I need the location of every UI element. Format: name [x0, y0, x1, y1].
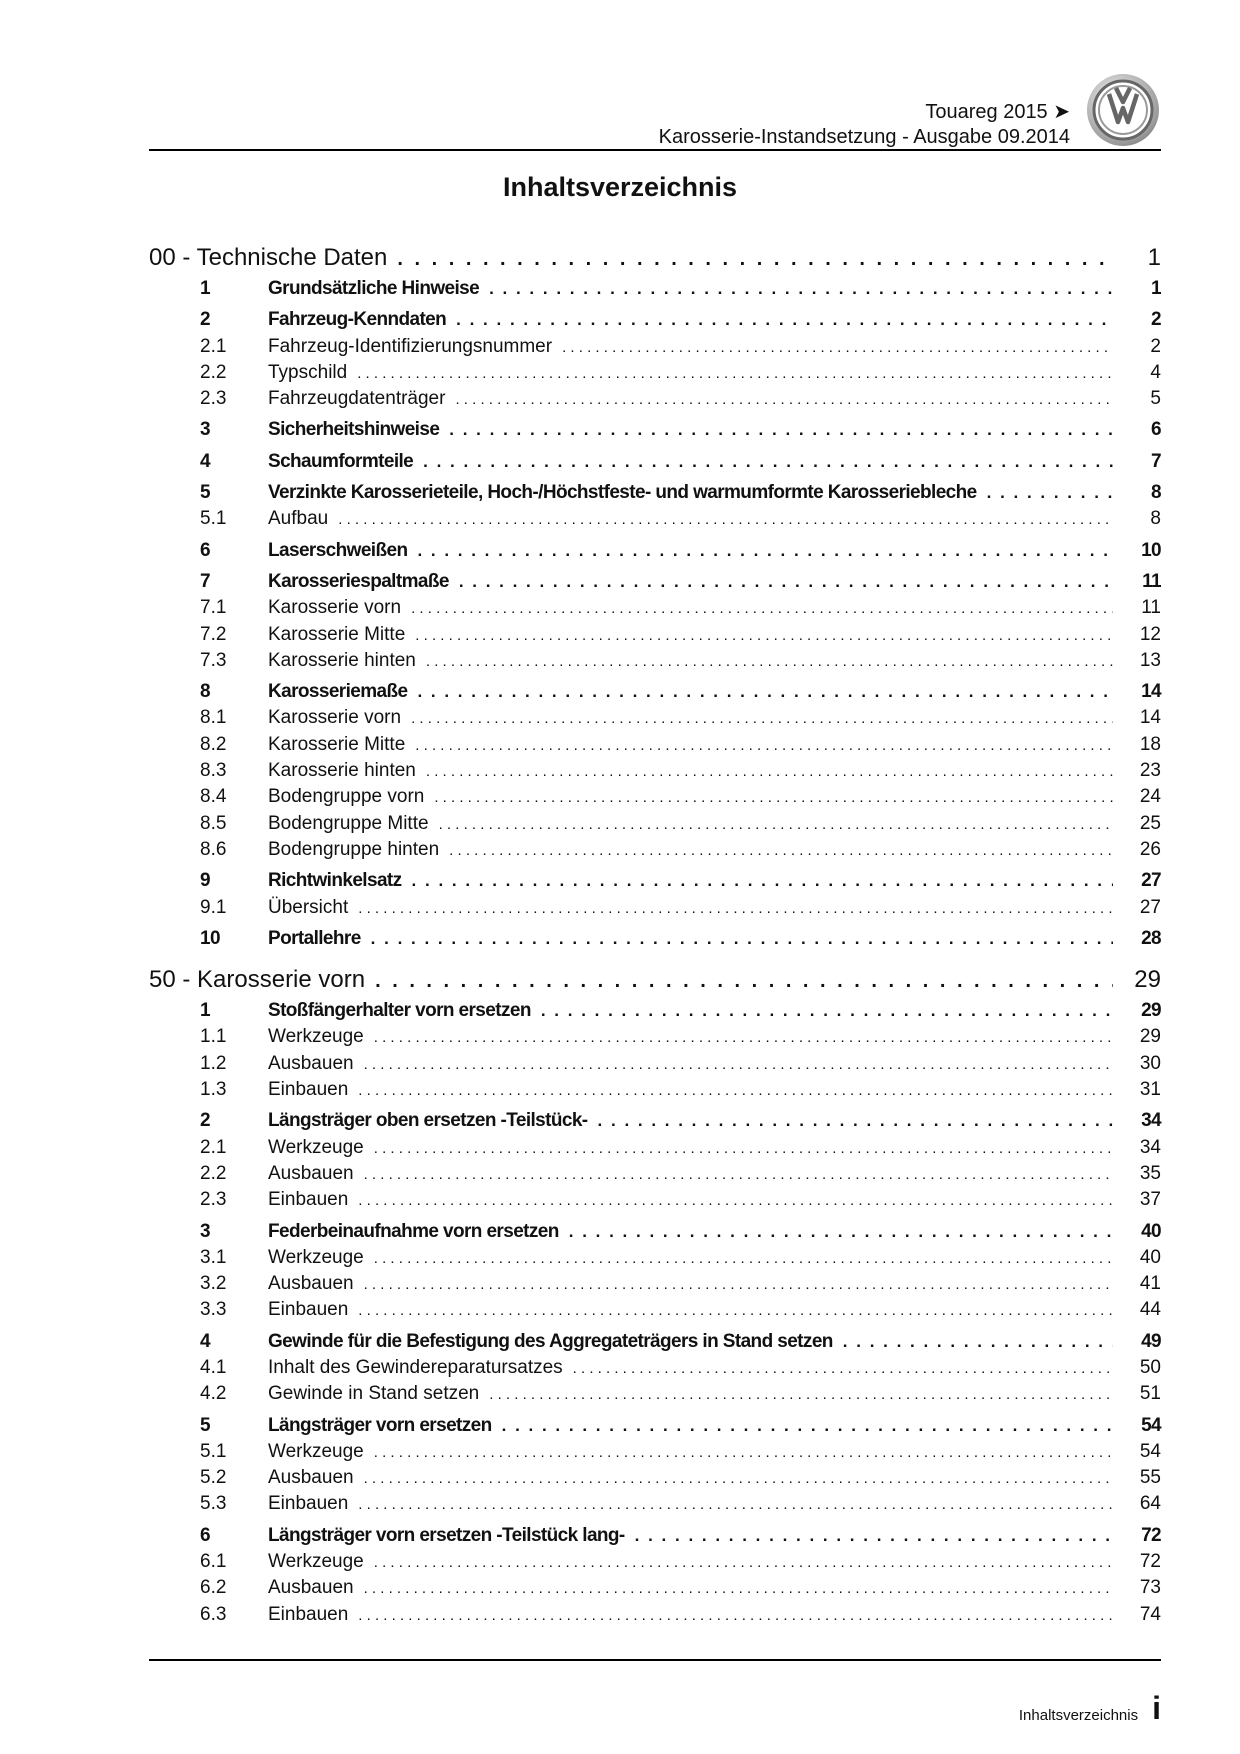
toc-page: 41	[1139, 1273, 1161, 1295]
toc-number: 8.2	[200, 733, 227, 755]
toc-subsection[interactable]	[149, 1383, 1161, 1409]
toc-page: 35	[1139, 1162, 1161, 1184]
toc-number: 5.1	[200, 508, 227, 530]
footer-section: Inhaltsverzeichnis	[1018, 1707, 1139, 1724]
toc-subsection[interactable]	[149, 1163, 1161, 1189]
dot-leader	[364, 1273, 1113, 1295]
toc-subsection[interactable]	[149, 508, 1161, 534]
toc-subsection[interactable]	[149, 1273, 1161, 1299]
toc-title: Werkzeuge	[268, 1246, 364, 1268]
dot-leader	[374, 1247, 1113, 1269]
toc-section[interactable]	[149, 928, 1161, 954]
dot-leader	[358, 1604, 1113, 1626]
toc-section[interactable]	[149, 1525, 1161, 1551]
dot-leader	[434, 786, 1113, 808]
toc-subsection[interactable]	[149, 1467, 1161, 1493]
toc-subsection[interactable]	[149, 362, 1161, 388]
toc-page: 73	[1139, 1577, 1161, 1599]
toc-subsection[interactable]	[149, 734, 1161, 760]
dot-leader	[426, 760, 1113, 782]
toc-title: Ausbauen	[268, 1467, 354, 1489]
toc-subsection[interactable]	[149, 1441, 1161, 1467]
dot-leader	[338, 508, 1113, 530]
dot-leader	[598, 1110, 1113, 1132]
toc-page: 14	[1139, 707, 1161, 729]
dot-leader	[375, 966, 1113, 994]
dot-leader	[449, 419, 1113, 441]
toc-number: 10	[200, 927, 220, 949]
dot-leader	[364, 1163, 1113, 1185]
toc-subsection[interactable]	[149, 707, 1161, 733]
toc-title: Karosserie vorn	[268, 707, 402, 729]
toc-title: Bodengruppe vorn	[268, 786, 425, 808]
toc-subsection[interactable]	[149, 760, 1161, 786]
dot-leader	[358, 1299, 1113, 1321]
toc-section[interactable]	[149, 419, 1161, 445]
toc-title: Karosserie hinten	[268, 760, 416, 782]
toc-page: 18	[1139, 733, 1161, 755]
toc-page: 64	[1139, 1493, 1161, 1515]
toc-section[interactable]	[149, 482, 1161, 508]
toc-subsection[interactable]	[149, 1053, 1161, 1079]
toc-section[interactable]	[149, 309, 1161, 335]
toc-subsection[interactable]	[149, 336, 1161, 362]
toc-page: 11	[1142, 570, 1161, 592]
toc-section[interactable]	[149, 1000, 1161, 1026]
toc-subsection[interactable]	[149, 624, 1161, 650]
toc-page: 55	[1139, 1467, 1161, 1489]
toc-title: Gewinde für die Befestigung des Aggregateträgers in Stand setzen	[268, 1330, 833, 1352]
dot-leader	[415, 624, 1113, 646]
toc-page: 51	[1139, 1383, 1161, 1405]
toc-subsection[interactable]	[149, 1551, 1161, 1577]
toc-title: Richtwinkelsatz	[268, 870, 402, 892]
dot-leader	[412, 870, 1113, 892]
running-header	[659, 100, 1070, 150]
toc-page: 6	[1151, 419, 1161, 441]
toc-title: Grundsätzliche Hinweise	[268, 278, 480, 299]
toc-page: 31	[1139, 1079, 1161, 1101]
toc-number: 5.3	[200, 1493, 227, 1515]
dot-leader	[573, 1357, 1113, 1379]
toc-number: 7.2	[200, 623, 227, 645]
toc-number: 6.1	[200, 1551, 227, 1573]
toc-chapter[interactable]	[149, 966, 1161, 998]
toc-title: Typschild	[268, 361, 348, 383]
toc-number: 6	[200, 1524, 210, 1546]
toc-page: 23	[1139, 760, 1161, 782]
toc-title: Längsträger oben ersetzen -Teilstück-	[268, 1110, 588, 1132]
toc-title: Sicherheitshinweise	[268, 419, 440, 441]
toc-subsection[interactable]	[149, 1577, 1161, 1603]
toc-number: 9.1	[200, 896, 227, 918]
toc-subsection[interactable]	[149, 839, 1161, 865]
dot-leader	[439, 813, 1113, 835]
toc-number: 2	[200, 1110, 210, 1132]
page-footer	[1019, 1690, 1161, 1727]
toc-subsection[interactable]	[149, 786, 1161, 812]
dot-leader	[371, 928, 1113, 950]
dot-leader	[455, 388, 1113, 410]
dot-leader	[374, 1026, 1113, 1048]
toc-section[interactable]	[149, 451, 1161, 477]
toc-title: Fahrzeug-Kenndaten	[268, 309, 447, 331]
footer-page-number: i	[1152, 1690, 1161, 1726]
toc-page: 49	[1141, 1330, 1161, 1352]
dot-leader	[459, 571, 1113, 593]
table-of-contents	[149, 244, 1161, 1630]
toc-title: Werkzeuge	[268, 1136, 364, 1158]
dot-leader	[987, 482, 1113, 504]
toc-number: 3	[200, 419, 210, 441]
toc-page: 8	[1150, 508, 1161, 530]
toc-page: 44	[1139, 1299, 1161, 1321]
toc-chapter[interactable]	[149, 244, 1161, 276]
toc-subsection[interactable]	[149, 1247, 1161, 1273]
toc-page: 37	[1139, 1189, 1161, 1211]
toc-number: 1.2	[200, 1052, 227, 1074]
toc-page: 29	[1141, 1000, 1161, 1022]
header-rule	[149, 149, 1161, 151]
dot-leader	[541, 1000, 1113, 1022]
toc-title: Karosserie Mitte	[268, 623, 406, 645]
toc-title: 50 - Karosserie vorn	[149, 966, 366, 994]
dot-leader	[415, 734, 1113, 756]
toc-title: 00 - Technische Daten	[149, 244, 388, 271]
toc-title: Einbauen	[268, 1079, 349, 1101]
toc-subsection[interactable]	[149, 650, 1161, 676]
toc-number: 4.2	[200, 1383, 227, 1405]
toc-section[interactable]	[149, 1221, 1161, 1247]
toc-number: 9	[200, 870, 210, 892]
toc-title: Längsträger vorn ersetzen -Teilstück lang-	[268, 1524, 625, 1546]
toc-title: Längsträger vorn ersetzen	[268, 1414, 492, 1436]
toc-number: 6.2	[200, 1577, 227, 1599]
toc-section[interactable]	[149, 278, 1161, 304]
toc-number: 3.3	[200, 1299, 227, 1321]
toc-page: 2	[1151, 309, 1161, 331]
toc-number: 7	[200, 570, 210, 592]
toc-number: 1.1	[200, 1026, 227, 1048]
toc-subsection[interactable]	[149, 1026, 1161, 1052]
toc-number: 6.3	[200, 1603, 227, 1625]
toc-page: 40	[1141, 1220, 1161, 1242]
toc-page: 11	[1141, 597, 1161, 619]
toc-page: 29	[1134, 966, 1161, 994]
toc-section[interactable]	[149, 1415, 1161, 1441]
dot-leader	[635, 1525, 1113, 1547]
toc-title: Inhalt des Gewindereparatursatzes	[268, 1356, 563, 1378]
toc-page: 7	[1151, 450, 1161, 472]
toc-subsection[interactable]	[149, 597, 1161, 623]
toc-section[interactable]	[149, 571, 1161, 597]
dot-leader	[843, 1331, 1113, 1353]
toc-number: 8.1	[200, 707, 227, 729]
toc-number: 4	[200, 1330, 210, 1352]
dot-leader	[417, 540, 1113, 562]
dot-leader	[358, 1189, 1113, 1211]
toc-title: Karosserie vorn	[268, 597, 402, 619]
toc-page: 72	[1141, 1524, 1161, 1546]
toc-title: Laserschweißen	[268, 539, 408, 561]
dot-leader	[411, 707, 1113, 729]
toc-number: 1.3	[200, 1079, 227, 1101]
toc-title: Verzinkte Karosserieteile, Hoch-/Höchstfeste- und warmumformte Karosseriebleche	[268, 482, 977, 504]
toc-title: Karosserie hinten	[268, 649, 416, 671]
toc-section[interactable]	[149, 1110, 1161, 1136]
toc-number: 3.2	[200, 1273, 227, 1295]
toc-section[interactable]	[149, 1331, 1161, 1357]
toc-page: 12	[1139, 623, 1161, 645]
toc-title: Werkzeuge	[268, 1026, 364, 1048]
toc-page: 34	[1139, 1136, 1161, 1158]
toc-title: Einbauen	[268, 1603, 349, 1625]
toc-section[interactable]	[149, 870, 1161, 896]
toc-page: 54	[1139, 1440, 1161, 1462]
toc-title: Federbeinaufnahme vorn ersetzen	[268, 1220, 559, 1242]
toc-title: Einbauen	[268, 1493, 349, 1515]
toc-section[interactable]	[149, 540, 1161, 566]
toc-number: 3.1	[200, 1246, 227, 1268]
toc-subsection[interactable]	[149, 1189, 1161, 1215]
toc-title: Bodengruppe Mitte	[268, 812, 429, 834]
dot-leader	[357, 362, 1113, 384]
toc-page: 34	[1141, 1110, 1161, 1132]
toc-number: 8.4	[200, 786, 227, 808]
toc-number: 5	[200, 482, 210, 504]
vw-logo	[1087, 74, 1159, 146]
toc-title: Fahrzeugdatenträger	[268, 388, 446, 410]
toc-subsection[interactable]	[149, 1299, 1161, 1325]
toc-number: 1	[200, 1000, 210, 1022]
toc-title: Portallehre	[268, 927, 361, 949]
toc-number: 5.2	[200, 1467, 227, 1489]
dot-leader	[364, 1053, 1113, 1075]
toc-number: 2.3	[200, 1189, 227, 1211]
toc-number: 5	[200, 1414, 210, 1436]
header-model: Touareg 2015 ➤	[925, 101, 1070, 123]
toc-number: 8	[200, 681, 210, 703]
toc-page: 1	[1151, 278, 1161, 299]
toc-number: 3	[200, 1220, 210, 1242]
toc-page: 1	[1147, 244, 1161, 271]
toc-page: 27	[1139, 896, 1161, 918]
toc-number: 2.1	[200, 1136, 227, 1158]
toc-page: 29	[1139, 1026, 1161, 1048]
toc-page: 26	[1139, 838, 1161, 860]
toc-title: Karosserie Mitte	[268, 733, 406, 755]
toc-number: 2	[200, 309, 210, 331]
toc-subsection[interactable]	[149, 897, 1161, 923]
toc-page: 24	[1139, 786, 1161, 808]
dot-leader	[374, 1441, 1113, 1463]
toc-page: 14	[1141, 681, 1161, 703]
toc-page: 74	[1139, 1603, 1161, 1625]
toc-title: Einbauen	[268, 1299, 349, 1321]
dot-leader	[502, 1415, 1113, 1437]
toc-subsection[interactable]	[149, 388, 1161, 414]
toc-page: 72	[1139, 1551, 1161, 1573]
toc-title: Aufbau	[268, 508, 329, 530]
toc-title: Werkzeuge	[268, 1440, 364, 1462]
toc-page: 28	[1141, 927, 1161, 949]
dot-leader	[364, 1467, 1113, 1489]
toc-number: 4	[200, 450, 210, 472]
toc-section[interactable]	[149, 681, 1161, 707]
toc-title: Stoßfängerhalter vorn ersetzen	[268, 1000, 531, 1022]
toc-page: 8	[1151, 482, 1161, 504]
toc-number: 1	[200, 278, 210, 299]
toc-subsection[interactable]	[149, 813, 1161, 839]
toc-subsection[interactable]	[149, 1357, 1161, 1383]
toc-page: 4	[1150, 361, 1161, 383]
toc-number: 7.1	[200, 597, 227, 619]
header-subtitle: Karosserie-Instandsetzung - Ausgabe 09.2014	[658, 126, 1070, 148]
toc-title: Gewinde in Stand setzen	[268, 1383, 480, 1405]
toc-number: 8.6	[200, 838, 227, 860]
dot-leader	[423, 451, 1113, 473]
dot-leader	[374, 1137, 1113, 1159]
toc-title: Schaumformteile	[268, 450, 414, 472]
toc-number: 5.1	[200, 1440, 227, 1462]
dot-leader	[364, 1577, 1113, 1599]
toc-title: Werkzeuge	[268, 1551, 364, 1573]
toc-page: 30	[1139, 1052, 1161, 1074]
toc-page: 13	[1139, 649, 1161, 671]
toc-title: Ausbauen	[268, 1162, 354, 1184]
dot-leader	[397, 244, 1113, 272]
toc-title: Bodengruppe hinten	[268, 838, 440, 860]
toc-title: Fahrzeug-Identifizierungsnummer	[268, 335, 553, 357]
toc-subsection[interactable]	[149, 1137, 1161, 1163]
toc-title: Einbauen	[268, 1189, 349, 1211]
dot-leader	[456, 309, 1113, 331]
dot-leader	[358, 897, 1113, 919]
toc-page: 40	[1139, 1246, 1161, 1268]
toc-page: 54	[1141, 1414, 1161, 1436]
toc-number: 6	[200, 539, 210, 561]
toc-title: Übersicht	[268, 896, 349, 918]
toc-page: 25	[1139, 812, 1161, 834]
toc-number: 8.5	[200, 812, 227, 834]
toc-subsection[interactable]	[149, 1079, 1161, 1105]
page-title: Inhaltsverzeichnis	[502, 172, 738, 202]
toc-number: 2.2	[200, 361, 227, 383]
toc-page: 5	[1150, 388, 1161, 410]
toc-subsection[interactable]	[149, 1604, 1161, 1630]
dot-leader	[358, 1493, 1113, 1515]
toc-page: 27	[1141, 870, 1161, 892]
dot-leader	[358, 1079, 1113, 1101]
footer-rule	[149, 1659, 1161, 1661]
toc-title: Karosseriemaße	[268, 681, 408, 703]
toc-number: 2.3	[200, 388, 227, 410]
toc-page: 2	[1150, 335, 1161, 357]
toc-title: Karosseriespaltmaße	[268, 570, 449, 592]
toc-page: 50	[1139, 1356, 1161, 1378]
dot-leader	[411, 597, 1113, 619]
toc-number: 7.3	[200, 649, 227, 671]
toc-page: 10	[1141, 539, 1161, 561]
toc-title: Ausbauen	[268, 1052, 354, 1074]
dot-leader	[562, 336, 1113, 358]
dot-leader	[374, 1551, 1113, 1573]
toc-title: Ausbauen	[268, 1577, 354, 1599]
dot-leader	[449, 839, 1113, 861]
toc-number: 4.1	[200, 1356, 227, 1378]
toc-number: 2.1	[200, 335, 227, 357]
toc-number: 2.2	[200, 1162, 227, 1184]
dot-leader	[426, 650, 1113, 672]
toc-number: 8.3	[200, 760, 227, 782]
toc-title: Ausbauen	[268, 1273, 354, 1295]
dot-leader	[489, 278, 1113, 300]
dot-leader	[489, 1383, 1113, 1405]
toc-subsection[interactable]	[149, 1493, 1161, 1519]
dot-leader	[569, 1221, 1113, 1243]
dot-leader	[417, 681, 1113, 703]
